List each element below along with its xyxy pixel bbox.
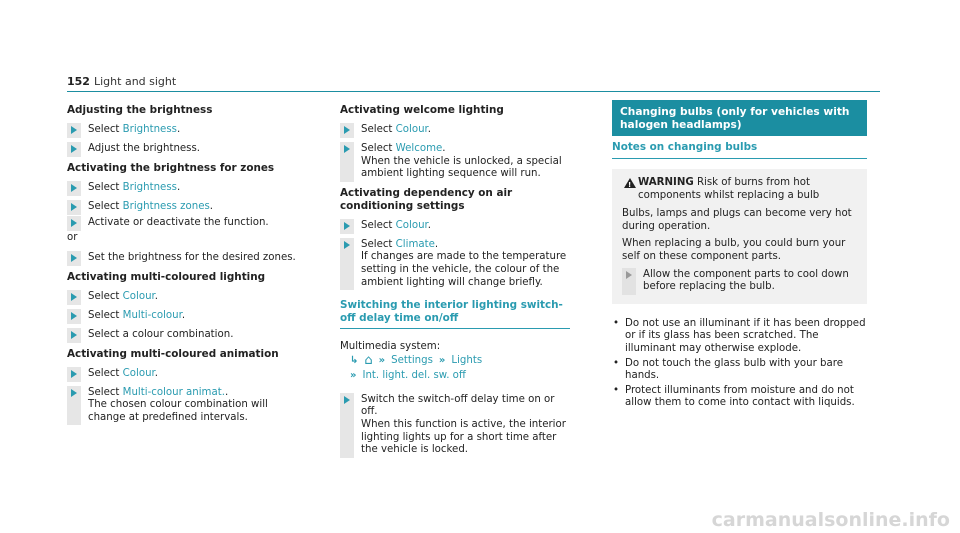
column-2 xyxy=(340,100,570,463)
triangle-arrow-icon xyxy=(71,254,77,262)
page-header xyxy=(67,76,880,92)
step: Select Colour. xyxy=(340,124,570,137)
warning-title: Risk of burns from hot components whilst replacing a bulb xyxy=(638,177,820,201)
triangle-arrow-icon xyxy=(344,222,350,230)
menu-keyword: Colour xyxy=(122,367,155,379)
chevron-double-icon: » xyxy=(350,369,357,381)
heading-welcome-lighting: Activating welcome lighting xyxy=(340,104,504,116)
section-banner: Changing bulbs (only for vehicles with halogen headlamps) xyxy=(612,100,867,136)
path-intro: Multimedia system: xyxy=(340,341,441,353)
step: Select a colour combination. xyxy=(67,329,297,342)
triangle-arrow-icon xyxy=(71,184,77,192)
menu-keyword: Brightness xyxy=(122,182,177,193)
warning-text: Bulbs, lamps and plugs can become very hot during operation. xyxy=(622,208,852,232)
triangle-arrow-icon xyxy=(344,145,350,153)
triangle-arrow-icon xyxy=(71,370,77,378)
step: Select Climate. If changes are made to the temperature setting in the vehicle, the colour of the ambient lighting will change briefly. xyxy=(340,239,570,289)
warning-label: WARNING xyxy=(638,177,694,188)
triangle-arrow-icon xyxy=(71,331,77,339)
step: Select Colour. xyxy=(67,368,297,381)
page-section-title: Light and sight xyxy=(94,75,177,88)
triangle-arrow-icon xyxy=(344,396,350,404)
list-item: • Do not touch the glass bulb with your bare hands. xyxy=(612,358,867,383)
triangle-arrow-icon xyxy=(71,219,77,227)
menu-keyword: Brightness xyxy=(122,124,177,135)
step: Select Brightness zones. xyxy=(67,201,297,214)
menu-keyword: Colour xyxy=(395,124,428,135)
triangle-arrow-icon xyxy=(71,145,77,153)
watermark: carmanualsonline.info xyxy=(711,509,950,532)
section-heading-notes: Notes on changing bulbs xyxy=(612,141,867,159)
triangle-arrow-icon xyxy=(71,203,77,211)
list-item: • Protect illuminants from moisture and do not allow them to come into contact with liquids. xyxy=(612,385,867,410)
step-note: When the vehicle is unlocked, a special ambient lighting sequence will run. xyxy=(361,155,562,180)
heading-air-conditioning-dependency: Activating dependency on air conditioning settings xyxy=(340,186,513,212)
return-arrow-icon: ↳ xyxy=(350,354,359,366)
menu-keyword: Multi-colour xyxy=(122,309,182,321)
step-note: If changes are made to the temperature setting in the vehicle, the colour of the ambient lighting will change briefly. xyxy=(361,251,567,288)
step-note: When this function is active, the interior lighting lights up for a short time after the vehicle is locked. xyxy=(361,418,566,456)
step: Allow the component parts to cool down before replacing the bulb. xyxy=(622,269,857,294)
triangle-arrow-icon xyxy=(626,271,632,279)
triangle-arrow-icon xyxy=(71,389,77,397)
step: Switch the switch-off delay time on or off. When this function is active, the interior lighting lights up for a short time after the vehicle is locked. xyxy=(340,394,570,457)
menu-keyword: Welcome xyxy=(395,143,443,154)
menu-keyword: Brightness zones xyxy=(122,201,210,212)
chevron-double-icon: » xyxy=(378,354,386,366)
triangle-arrow-icon xyxy=(344,126,350,134)
triangle-arrow-icon xyxy=(71,293,77,301)
section-heading-switch-off-delay: Switching the interior lighting switch-off delay time on/off xyxy=(340,299,570,329)
menu-keyword: Climate xyxy=(395,238,435,250)
heading-brightness-zones: Activating the brightness for zones xyxy=(67,162,275,174)
triangle-arrow-icon xyxy=(344,241,350,249)
warning-triangle-icon xyxy=(624,178,636,188)
path-lights: Lights xyxy=(451,354,483,366)
step: Select Colour. xyxy=(67,291,297,304)
heading-adjust-brightness: Adjusting the brightness xyxy=(67,104,213,116)
list-item: • Do not use an illuminant if it has been dropped or if its glass has been scratched. The illuminant may otherwise explode. xyxy=(612,318,867,356)
step: Select Colour. xyxy=(340,220,570,233)
menu-keyword: Colour xyxy=(122,290,155,302)
step: Set the brightness for the desired zones. xyxy=(67,252,297,265)
step: Activate or deactivate the function. xyxy=(67,217,297,230)
column-1 xyxy=(67,100,297,430)
heading-multi-coloured: Activating multi-coloured lighting xyxy=(67,270,266,283)
notes-list xyxy=(612,318,867,410)
triangle-arrow-icon xyxy=(71,126,77,134)
step: Select Multi-colour. xyxy=(67,310,297,323)
menu-path xyxy=(340,341,570,384)
menu-keyword: Colour xyxy=(395,219,428,231)
step: Adjust the brightness. xyxy=(67,143,297,156)
home-icon: ⌂ xyxy=(364,352,373,368)
menu-keyword: Multi-colour animat. xyxy=(122,386,225,398)
triangle-arrow-icon xyxy=(71,312,77,320)
step: Select Brightness. xyxy=(67,124,297,137)
path-int-light-delay: Int. light. del. sw. off xyxy=(362,369,466,381)
page-number: 152 xyxy=(67,75,90,88)
step: Select Multi-colour animat.. The chosen colour combination will change at predefined intervals. xyxy=(67,387,297,425)
step: Select Brightness. xyxy=(67,182,297,195)
chevron-double-icon: » xyxy=(438,354,446,366)
step: Select Welcome. When the vehicle is unlocked, a special ambient lighting sequence will run. xyxy=(340,143,570,181)
or-text: or xyxy=(67,232,78,243)
path-settings: Settings xyxy=(391,354,433,366)
warning-text: When replacing a bulb, you could burn your self on these component parts. xyxy=(622,238,846,262)
step-note: The chosen colour combination will change at predefined intervals. xyxy=(88,399,268,423)
column-3 xyxy=(612,100,867,412)
warning-box xyxy=(612,169,867,304)
heading-multi-coloured-animation: Activating multi-coloured animation xyxy=(67,347,279,360)
